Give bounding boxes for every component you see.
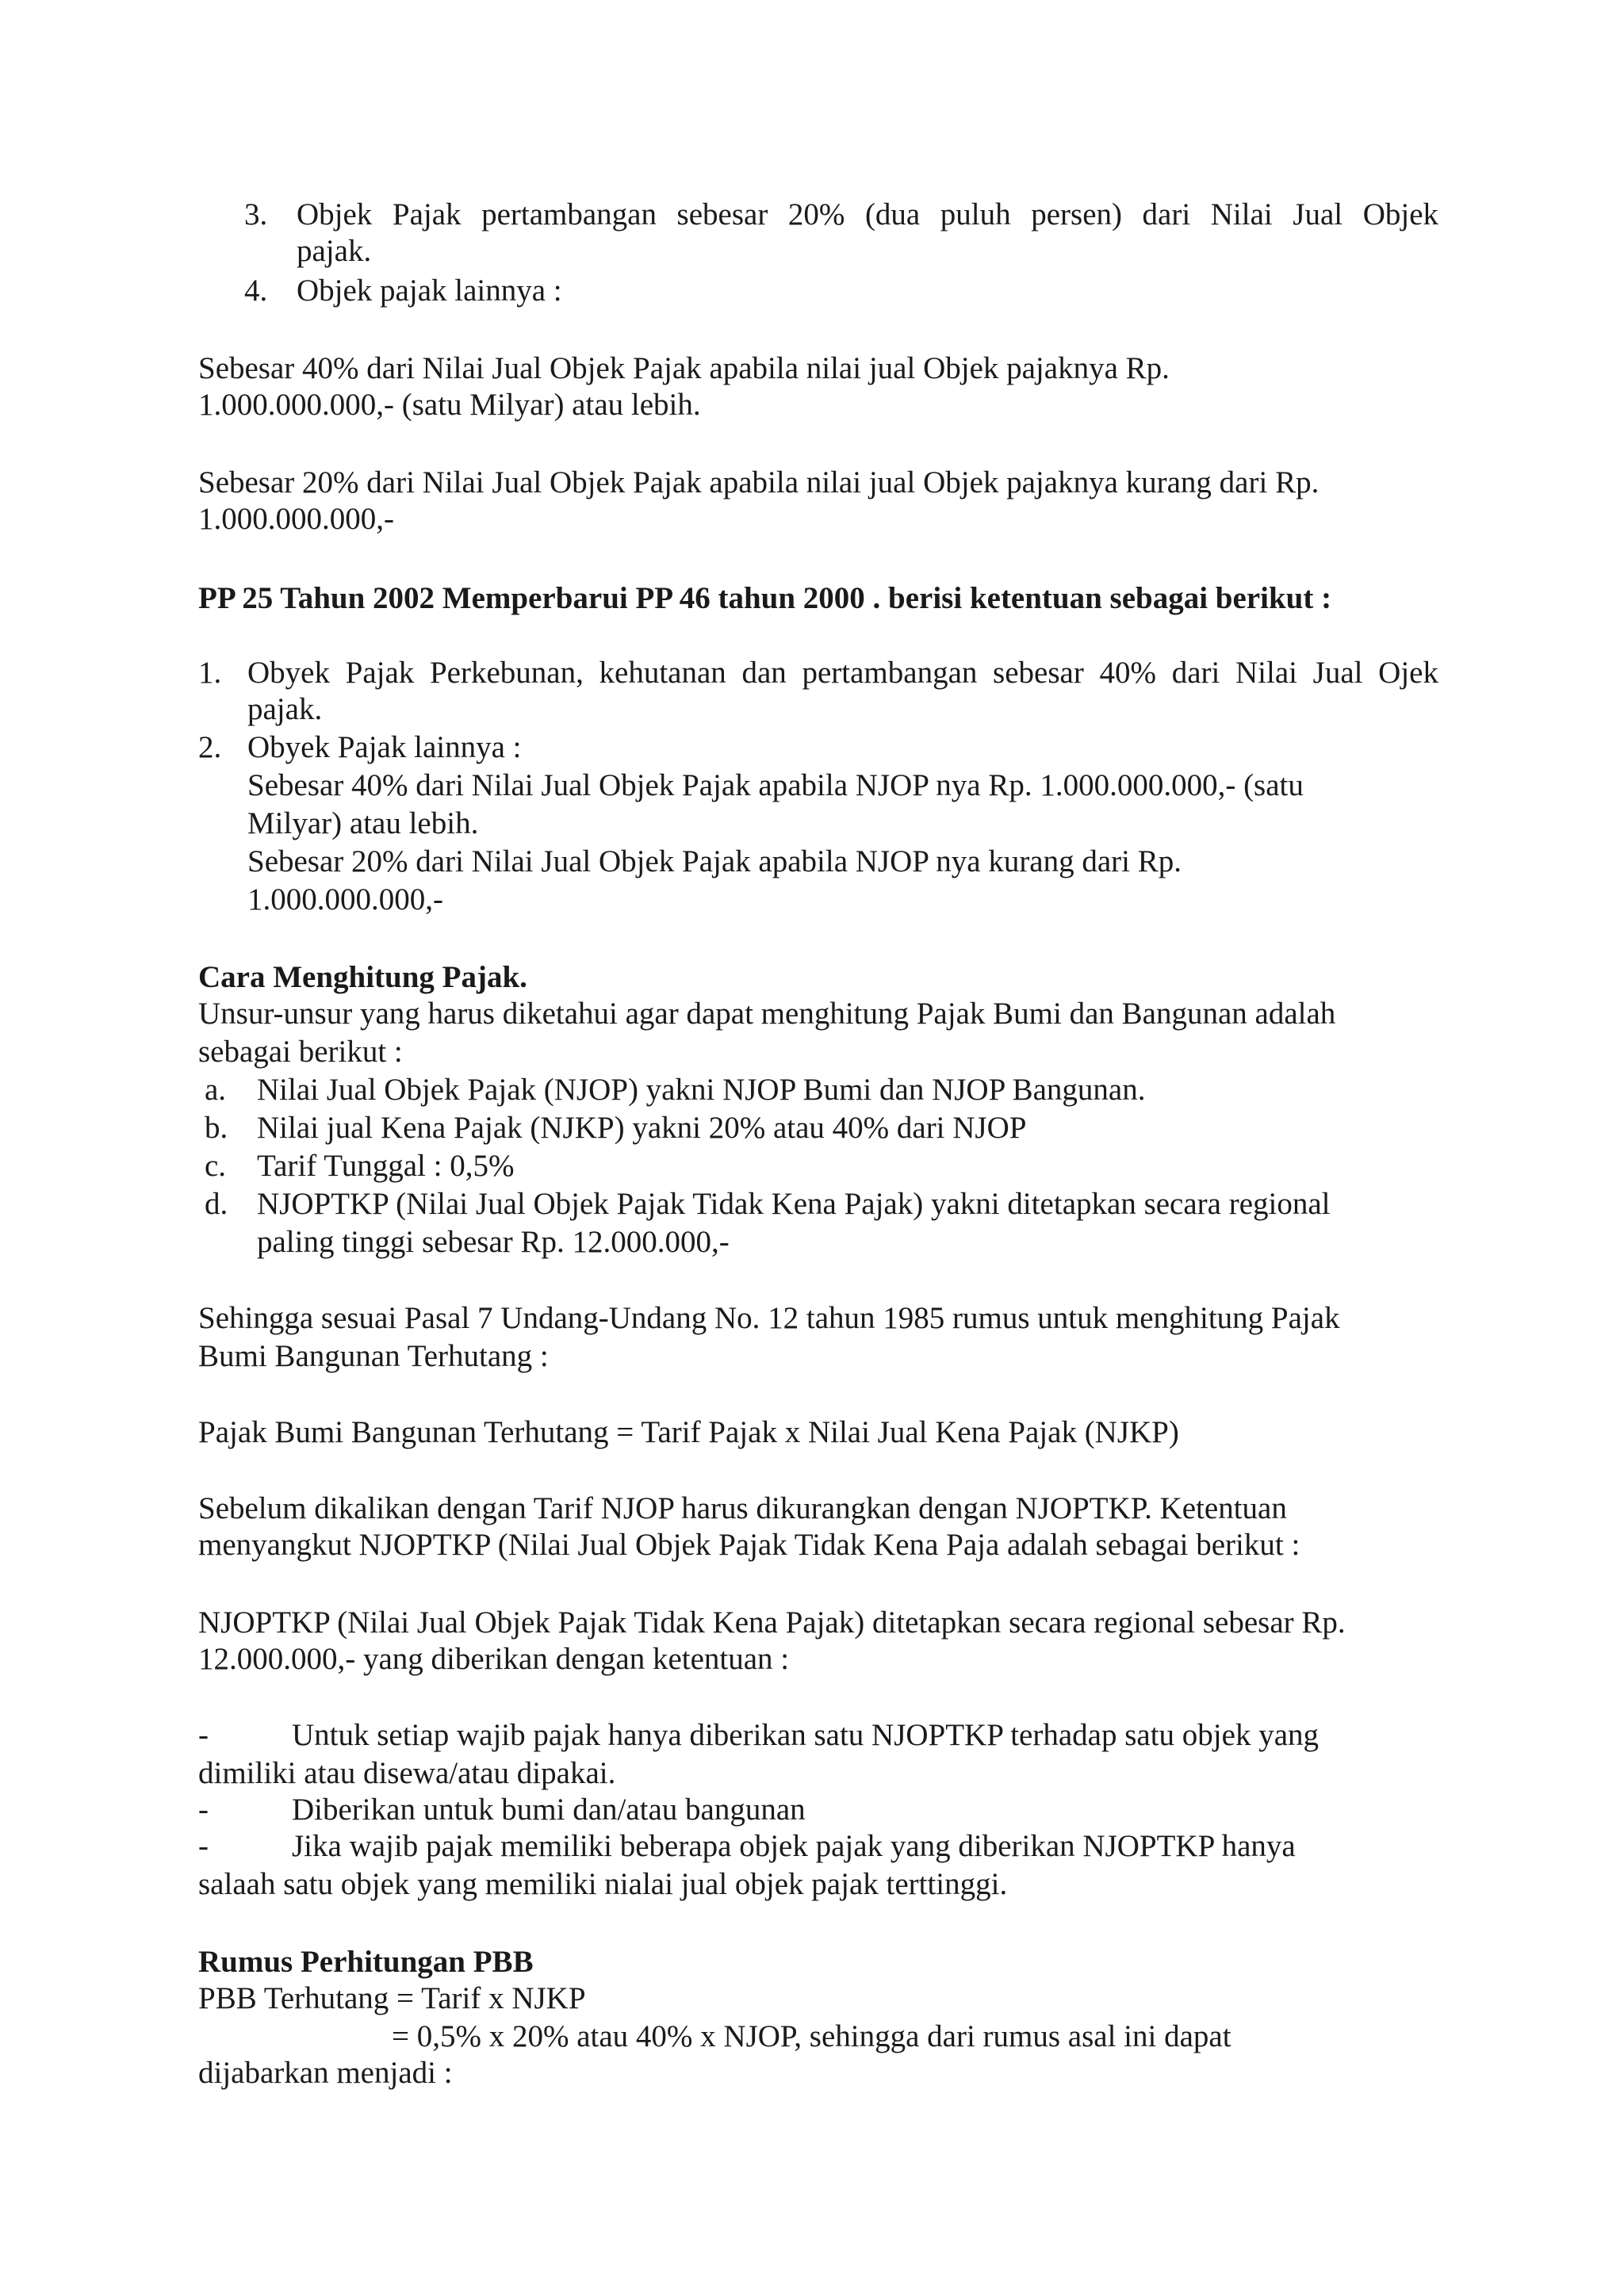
list-number: 4.: [244, 274, 268, 308]
list-item-text: dimiliki atau disewa/atau dipakai.: [198, 1756, 616, 1790]
list-item-text: Obyek Pajak lainnya :: [247, 730, 522, 764]
paragraph-line: Unsur-unsur yang harus diketahui agar dapat menghitung Pajak Bumi dan Bangunan adalah: [198, 997, 1336, 1031]
list-dash-marker: -: [198, 1793, 209, 1827]
list-item-text: Sebesar 20% dari Nilai Jual Objek Pajak apabila NJOP nya kurang dari Rp.: [247, 844, 1182, 878]
list-item-text: Untuk setiap wajib pajak hanya diberikan satu NJOPTKP terhadap satu objek yang: [292, 1718, 1319, 1752]
list-letter: b.: [205, 1111, 228, 1145]
list-dash-marker: -: [198, 1829, 209, 1863]
paragraph-line: 1.000.000.000,- (satu Milyar) atau lebih.: [198, 388, 701, 422]
list-dash-marker: -: [198, 1718, 209, 1752]
list-item-text: salaah satu objek yang memiliki nialai jual objek pajak terttinggi.: [198, 1867, 1008, 1901]
section-heading: PP 25 Tahun 2002 Memperbarui PP 46 tahun 2000 . berisi ketentuan sebagai berikut :: [198, 581, 1332, 615]
paragraph-line: 1.000.000.000,-: [198, 502, 394, 536]
paragraph-line: 12.000.000,- yang diberikan dengan ketentuan :: [198, 1642, 790, 1676]
list-item-text: Sebesar 40% dari Nilai Jual Objek Pajak apabila NJOP nya Rp. 1.000.000.000,- (satu: [247, 768, 1304, 802]
list-item-text: 1.000.000.000,-: [247, 882, 443, 916]
paragraph-line: Sehingga sesuai Pasal 7 Undang-Undang No. 12 tahun 1985 rumus untuk menghitung Pajak: [198, 1301, 1340, 1335]
section-heading: Rumus Perhitungan PBB: [198, 1945, 534, 1979]
paragraph-line: Sebesar 20% dari Nilai Jual Objek Pajak apabila nilai jual Objek pajaknya kurang dari Rp.: [198, 465, 1320, 499]
formula-line: = 0,5% x 20% atau 40% x NJOP, sehingga dari rumus asal ini dapat: [392, 2019, 1231, 2053]
paragraph-line: dijabarkan menjadi :: [198, 2056, 453, 2090]
list-item-text: Obyek Pajak Perkebunan, kehutanan dan pertambangan sebesar 40% dari Nilai Jual Ojek: [247, 656, 1438, 690]
paragraph-line: Sebelum dikalikan dengan Tarif NJOP harus dikurangkan dengan NJOPTKP. Ketentuan: [198, 1491, 1287, 1525]
list-item-text: pajak.: [297, 234, 372, 268]
list-number: 1.: [198, 656, 222, 690]
list-item-text: Jika wajib pajak memiliki beberapa objek pajak yang diberikan NJOPTKP hanya: [292, 1829, 1296, 1863]
list-number: 2.: [198, 730, 222, 764]
list-item-text: pajak.: [247, 692, 323, 726]
list-item-text: Tarif Tunggal : 0,5%: [257, 1149, 515, 1183]
list-letter: c.: [205, 1149, 227, 1183]
list-item-text: Diberikan untuk bumi dan/atau bangunan: [292, 1793, 806, 1827]
formula-line: PBB Terhutang = Tarif x NJKP: [198, 1981, 586, 2015]
formula-line: Pajak Bumi Bangunan Terhutang = Tarif Pajak x Nilai Jual Kena Pajak (NJKP): [198, 1415, 1179, 1449]
list-number: 3.: [244, 197, 268, 232]
paragraph-line: Sebesar 40% dari Nilai Jual Objek Pajak apabila nilai jual Objek pajaknya Rp.: [198, 351, 1170, 385]
list-item-text: Milyar) atau lebih.: [247, 806, 479, 840]
list-letter: d.: [205, 1187, 228, 1221]
paragraph-line: NJOPTKP (Nilai Jual Objek Pajak Tidak Kena Pajak) ditetapkan secara regional sebesar Rp.: [198, 1605, 1346, 1640]
paragraph-line: menyangkut NJOPTKP (Nilai Jual Objek Pajak Tidak Kena Paja adalah sebagai berikut :: [198, 1528, 1300, 1562]
list-item-text: NJOPTKP (Nilai Jual Objek Pajak Tidak Kena Pajak) yakni ditetapkan secara regional: [257, 1187, 1331, 1221]
list-item-text: Nilai Jual Objek Pajak (NJOP) yakni NJOP Bumi dan NJOP Bangunan.: [257, 1073, 1146, 1107]
list-letter: a.: [205, 1073, 227, 1107]
list-item-text: Objek pajak lainnya :: [297, 274, 562, 308]
section-heading: Cara Menghitung Pajak.: [198, 960, 527, 994]
list-item-text: Nilai jual Kena Pajak (NJKP) yakni 20% atau 40% dari NJOP: [257, 1111, 1027, 1145]
paragraph-line: Bumi Bangunan Terhutang :: [198, 1339, 549, 1373]
list-item-text: Objek Pajak pertambangan sebesar 20% (dua puluh persen) dari Nilai Jual Objek: [297, 197, 1438, 232]
list-item-text: paling tinggi sebesar Rp. 12.000.000,-: [257, 1225, 730, 1259]
paragraph-line: sebagai berikut :: [198, 1035, 403, 1069]
